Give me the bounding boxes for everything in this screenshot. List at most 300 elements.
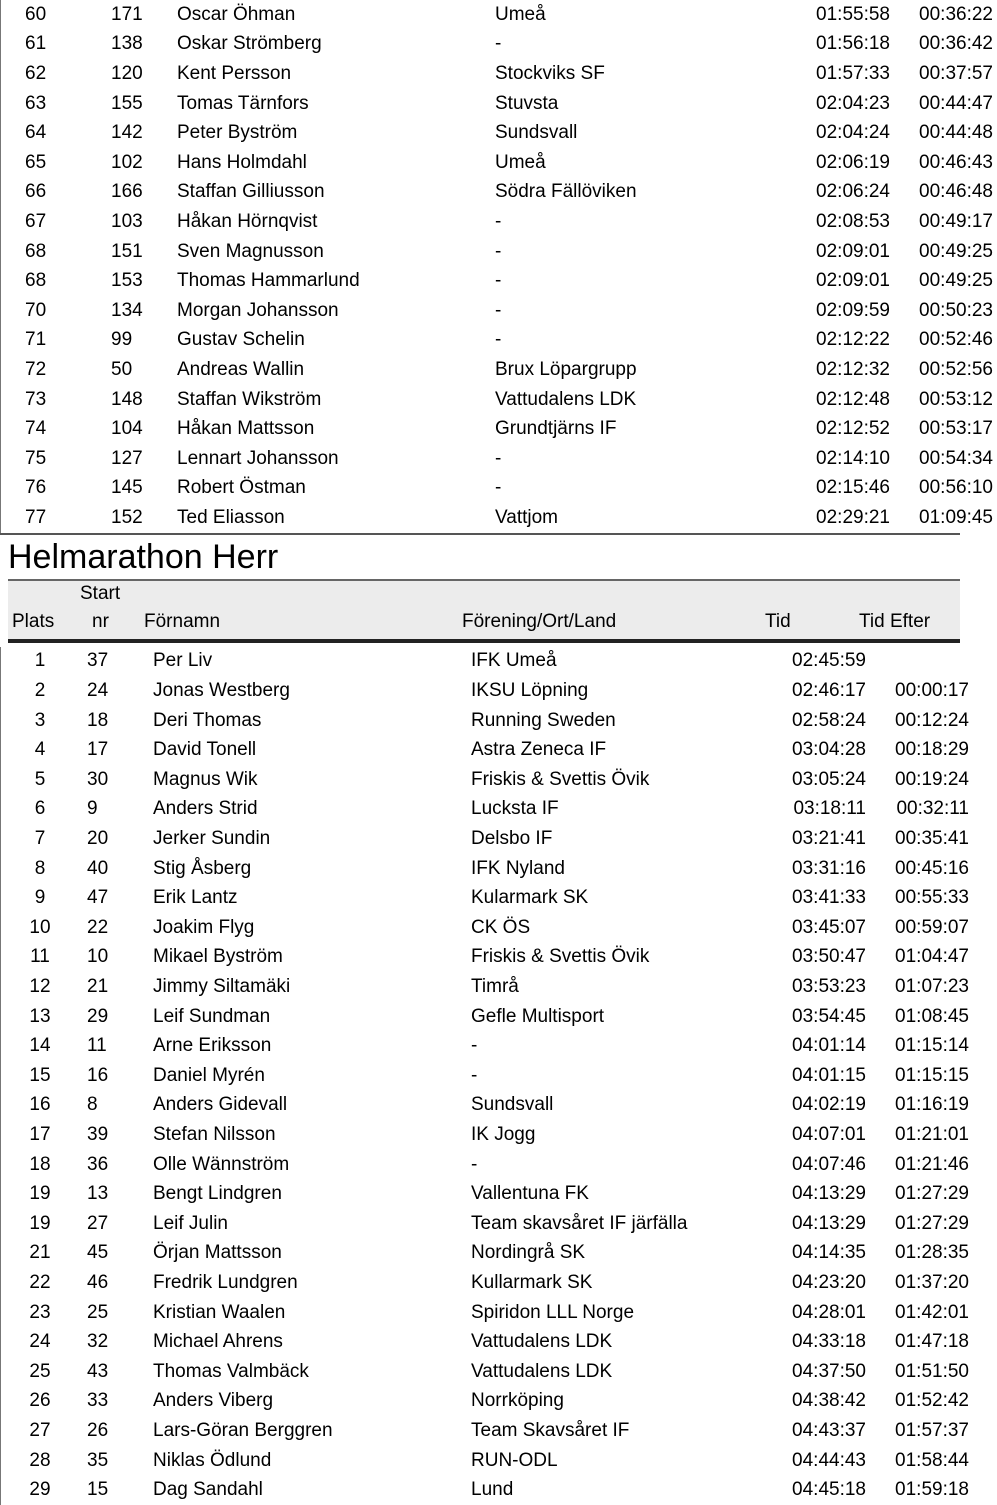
cell-club: -	[495, 240, 502, 262]
cell-plats: 74	[25, 418, 47, 440]
cell-start-nr: 30	[87, 768, 109, 790]
cell-plats: 9	[34, 887, 46, 909]
cell-club: Kularmark SK	[471, 887, 589, 909]
cell-tid-efter: 00:36:22	[919, 3, 993, 25]
previous-results-table	[1, 0, 997, 533]
cell-tid-efter: 00:45:16	[895, 857, 969, 879]
cell-tid: 04:01:14	[792, 1035, 866, 1057]
cell-club: Vattudalens LDK	[471, 1360, 613, 1382]
cell-club: Norrköping	[471, 1390, 564, 1412]
cell-start-nr: 40	[87, 857, 109, 879]
table-row	[1, 1239, 973, 1269]
cell-plats: 68	[25, 240, 47, 262]
cell-name: Olle Wännström	[153, 1153, 290, 1175]
cell-start-nr: 17	[87, 739, 109, 761]
cell-club: -	[471, 1153, 478, 1175]
table-row	[1, 59, 997, 89]
cell-plats: 61	[25, 33, 47, 55]
cell-name: Hans Holmdahl	[177, 151, 307, 173]
cell-club: Delsbo IF	[471, 828, 553, 850]
cell-plats: 18	[29, 1153, 51, 1175]
cell-tid-efter: 00:37:57	[919, 62, 993, 84]
cell-tid: 02:04:23	[816, 92, 890, 114]
cell-tid-efter: 00:53:17	[919, 418, 993, 440]
cell-name: Håkan Hörnqvist	[177, 210, 318, 232]
cell-tid-efter: 01:51:50	[895, 1360, 969, 1382]
cell-tid: 04:02:19	[792, 1094, 866, 1116]
cell-club: Team Skavsåret IF	[471, 1419, 630, 1441]
table-row	[1, 795, 973, 825]
cell-tid: 04:23:20	[792, 1271, 866, 1293]
cell-start-nr: 138	[111, 33, 143, 55]
cell-name: Kent Persson	[177, 62, 292, 84]
cell-tid: 03:54:45	[792, 1005, 866, 1027]
cell-start-nr: 20	[87, 828, 109, 850]
header-fornamn: Förnamn	[144, 610, 221, 632]
cell-start-nr: 99	[111, 329, 133, 351]
cell-name: Sven Magnusson	[177, 240, 324, 262]
cell-club: Vattjom	[495, 506, 559, 528]
cell-start-nr: 127	[111, 447, 143, 469]
cell-plats: 60	[25, 3, 47, 25]
cell-name: Dag Sandahl	[153, 1479, 263, 1501]
cell-tid: 03:50:47	[792, 946, 866, 968]
cell-plats: 63	[25, 92, 47, 114]
cell-plats: 14	[29, 1035, 51, 1057]
cell-tid: 03:04:28	[792, 739, 866, 761]
cell-club: RUN-ODL	[471, 1449, 558, 1471]
cell-club: -	[471, 1064, 478, 1086]
table-row	[1, 296, 997, 326]
cell-tid-efter: 01:57:37	[895, 1419, 969, 1441]
cell-name: Staffan Wikström	[177, 388, 322, 410]
table-row	[1, 414, 997, 444]
cell-plats: 70	[25, 299, 47, 321]
cell-name: Jerker Sundin	[153, 828, 271, 850]
table-row	[1, 355, 997, 385]
cell-plats: 76	[25, 477, 47, 499]
cell-start-nr: 18	[87, 709, 109, 731]
cell-plats: 75	[25, 447, 47, 469]
cell-start-nr: 46	[87, 1271, 109, 1293]
cell-plats: 3	[34, 709, 46, 731]
cell-name: Jimmy Siltamäki	[153, 976, 291, 998]
cell-club: Team skavsåret IF järfälla	[471, 1212, 688, 1234]
table-row	[1, 503, 997, 533]
table-row	[1, 0, 997, 30]
table-row	[1, 1416, 973, 1446]
cell-tid: 04:45:18	[792, 1479, 866, 1501]
cell-tid-efter: 00:44:48	[919, 122, 993, 144]
table-row	[1, 676, 973, 706]
cell-start-nr: 22	[87, 916, 109, 938]
cell-plats: 24	[29, 1331, 51, 1353]
table-row	[1, 1061, 973, 1091]
cell-plats: 29	[29, 1479, 51, 1501]
cell-name: Thomas Hammarlund	[177, 270, 360, 292]
cell-tid: 03:41:33	[792, 887, 866, 909]
cell-tid: 03:45:07	[792, 916, 866, 938]
cell-tid: 03:21:41	[792, 828, 866, 850]
table-row	[1, 883, 973, 913]
cell-club: IFK Umeå	[471, 650, 557, 672]
header-tid: Tid	[765, 610, 791, 632]
cell-tid: 04:01:15	[792, 1064, 866, 1086]
cell-tid-efter: 00:49:25	[919, 270, 993, 292]
cell-tid: 04:14:35	[792, 1242, 866, 1264]
cell-name: Stefan Nilsson	[153, 1123, 276, 1145]
cell-club: -	[495, 329, 502, 351]
cell-plats: 11	[30, 946, 50, 968]
cell-tid: 01:57:33	[816, 62, 890, 84]
cell-tid-efter: 00:12:24	[895, 709, 969, 731]
cell-plats: 2	[34, 680, 46, 702]
cell-plats: 26	[29, 1390, 51, 1412]
cell-plats: 21	[29, 1242, 51, 1264]
cell-tid-efter	[866, 647, 973, 677]
cell-tid-efter: 00:50:23	[919, 299, 993, 321]
cell-name: Oskar Strömberg	[177, 33, 322, 55]
previous-results	[0, 0, 993, 533]
cell-start-nr: 151	[111, 240, 143, 262]
cell-start-nr: 145	[111, 477, 143, 499]
cell-name: Erik Lantz	[153, 887, 238, 909]
cell-tid: 02:29:21	[816, 506, 890, 528]
cell-name: Andreas Wallin	[177, 358, 305, 380]
cell-start-nr: 35	[87, 1449, 109, 1471]
cell-start-nr: 11	[87, 1035, 107, 1057]
cell-tid-efter: 00:18:29	[895, 739, 969, 761]
table-row	[1, 266, 997, 296]
cell-name: Leif Julin	[153, 1212, 228, 1234]
cell-start-nr: 39	[87, 1123, 109, 1145]
cell-name: Staffan Gilliusson	[177, 181, 325, 203]
cell-name: Joakim Flyg	[153, 916, 255, 938]
cell-tid: 04:13:29	[792, 1212, 866, 1234]
cell-name: Per Liv	[153, 650, 213, 672]
cell-name: Morgan Johansson	[177, 299, 339, 321]
cell-tid: 02:12:52	[816, 418, 890, 440]
cell-plats: 65	[25, 151, 47, 173]
cell-tid-efter: 01:21:01	[895, 1123, 969, 1145]
cell-tid: 02:15:46	[816, 477, 890, 499]
cell-start-nr: 148	[111, 388, 143, 410]
cell-tid: 04:33:18	[792, 1331, 866, 1353]
cell-plats: 27	[29, 1419, 51, 1441]
cell-club: IK Jogg	[471, 1123, 536, 1145]
cell-club: Brux Löpargrupp	[495, 358, 637, 380]
cell-plats: 71	[25, 329, 47, 351]
cell-tid: 02:12:22	[816, 329, 890, 351]
cell-club: Gefle Multisport	[471, 1005, 605, 1027]
table-row	[1, 118, 997, 148]
cell-tid: 02:06:19	[816, 151, 890, 173]
cell-start-nr: 153	[111, 270, 143, 292]
cell-tid-efter: 00:49:25	[919, 240, 993, 262]
table-row	[1, 706, 973, 736]
cell-start-nr: 155	[111, 92, 143, 114]
cell-tid-efter: 00:44:47	[919, 92, 993, 114]
cell-plats: 77	[25, 506, 47, 528]
cell-tid-efter: 01:15:15	[895, 1064, 969, 1086]
cell-name: Stig Åsberg	[153, 857, 252, 879]
table-row	[1, 1150, 973, 1180]
cell-plats: 8	[34, 857, 46, 879]
cell-club: Vattudalens LDK	[471, 1331, 613, 1353]
table-row	[1, 30, 997, 60]
cell-plats: 13	[29, 1005, 51, 1027]
cell-name: Anders Gidevall	[153, 1094, 288, 1116]
table-row	[1, 1387, 973, 1417]
cell-name: Tomas Tärnfors	[177, 92, 309, 114]
cell-start-nr: 33	[87, 1390, 109, 1412]
cell-plats: 7	[34, 828, 46, 850]
cell-club: Spiridon LLL Norge	[471, 1301, 635, 1323]
cell-club: -	[495, 299, 502, 321]
cell-name: Deri Thomas	[153, 709, 262, 731]
cell-tid-efter: 00:32:11	[896, 798, 969, 820]
table-row	[1, 474, 997, 504]
cell-plats: 16	[29, 1094, 51, 1116]
cell-tid: 02:58:24	[792, 709, 866, 731]
cell-club: Umeå	[495, 151, 546, 173]
cell-plats: 62	[25, 62, 47, 84]
cell-tid: 04:38:42	[792, 1390, 866, 1412]
cell-club: -	[495, 210, 502, 232]
cell-start-nr: 45	[87, 1242, 109, 1264]
cell-start-nr: 37	[87, 650, 109, 672]
cell-start-nr: 36	[87, 1153, 109, 1175]
cell-plats: 72	[25, 358, 47, 380]
cell-tid-efter: 00:35:41	[895, 828, 969, 850]
cell-tid: 02:12:48	[816, 388, 890, 410]
cell-start-nr: 9	[87, 798, 98, 820]
cell-club: -	[471, 1035, 478, 1057]
header-plats: Plats	[12, 610, 55, 632]
cell-start-nr: 21	[87, 976, 109, 998]
cell-plats: 12	[29, 976, 51, 998]
cell-tid: 02:08:53	[816, 210, 890, 232]
cell-start-nr: 16	[87, 1064, 109, 1086]
cell-club: Astra Zeneca IF	[471, 739, 607, 761]
table-row	[1, 824, 973, 854]
cell-name: Bengt Lindgren	[153, 1183, 282, 1205]
cell-start-nr: 26	[87, 1419, 109, 1441]
cell-tid-efter: 00:59:07	[895, 916, 969, 938]
section-title: Helmarathon Herr	[0, 533, 960, 579]
table-row	[1, 1031, 973, 1061]
cell-name: Robert Östman	[177, 477, 306, 499]
cell-club: Friskis & Svettis Övik	[471, 946, 650, 968]
cell-name: Anders Strid	[153, 798, 258, 820]
cell-plats: 10	[29, 916, 51, 938]
header-start-bottom: nr	[92, 610, 109, 632]
cell-name: Örjan Mattsson	[153, 1242, 282, 1264]
cell-start-nr: 103	[111, 210, 143, 232]
cell-plats: 15	[29, 1064, 51, 1086]
cell-club: Running Sweden	[471, 709, 616, 731]
cell-tid: 02:04:24	[816, 122, 890, 144]
cell-tid-efter: 01:47:18	[895, 1331, 969, 1353]
cell-start-nr: 24	[87, 680, 109, 702]
cell-club: Stockviks SF	[495, 62, 605, 84]
cell-name: Anders Viberg	[153, 1390, 274, 1412]
cell-start-nr: 120	[111, 62, 143, 84]
cell-plats: 19	[29, 1183, 51, 1205]
cell-name: Leif Sundman	[153, 1005, 271, 1027]
cell-tid-efter: 01:15:14	[895, 1035, 969, 1057]
cell-club: Sundsvall	[471, 1094, 554, 1116]
cell-club: -	[495, 270, 502, 292]
cell-club: Grundtjärns IF	[495, 418, 617, 440]
table-row	[1, 1446, 973, 1476]
cell-name: Niklas Ödlund	[153, 1449, 272, 1471]
cell-start-nr: 50	[111, 358, 133, 380]
cell-plats: 6	[34, 798, 46, 820]
cell-plats: 5	[34, 768, 46, 790]
cell-start-nr: 142	[111, 122, 143, 144]
cell-plats: 4	[34, 739, 46, 761]
cell-tid-efter: 01:28:35	[895, 1242, 969, 1264]
cell-tid: 02:09:59	[816, 299, 890, 321]
table-row	[1, 1209, 973, 1239]
cell-plats: 68	[25, 270, 47, 292]
results-body	[1, 647, 973, 1505]
cell-plats: 73	[25, 388, 47, 410]
cell-name: Kristian Waalen	[153, 1301, 286, 1323]
cell-tid-efter: 00:46:43	[919, 151, 993, 173]
cell-plats: 19	[29, 1212, 51, 1234]
cell-tid: 02:45:59	[792, 650, 866, 672]
cell-name: Lennart Johansson	[177, 447, 339, 469]
cell-plats: 66	[25, 181, 47, 203]
cell-plats: 1	[34, 650, 46, 672]
cell-tid-efter: 00:36:42	[919, 33, 993, 55]
cell-club: Lucksta IF	[471, 798, 559, 820]
table-row	[1, 1357, 973, 1387]
cell-name: Magnus Wik	[153, 768, 258, 790]
cell-tid-efter: 00:52:46	[919, 329, 993, 351]
table-row	[1, 1298, 973, 1328]
cell-tid-efter: 00:46:48	[919, 181, 993, 203]
cell-tid-efter: 00:56:10	[919, 477, 993, 499]
header-tid-efter: Tid Efter	[859, 610, 931, 632]
cell-tid-efter: 00:49:17	[919, 210, 993, 232]
table-row	[1, 913, 973, 943]
cell-tid: 02:09:01	[816, 240, 890, 262]
cell-start-nr: 171	[111, 3, 143, 25]
cell-tid-efter: 00:54:34	[919, 447, 993, 469]
cell-start-nr: 27	[87, 1212, 109, 1234]
cell-tid-efter: 01:42:01	[895, 1301, 969, 1323]
table-row	[1, 1327, 973, 1357]
table-row	[1, 148, 997, 178]
cell-name: Håkan Mattsson	[177, 418, 315, 440]
table-row	[1, 207, 997, 237]
cell-name: Lars-Göran Berggren	[153, 1419, 333, 1441]
cell-tid-efter: 01:59:18	[895, 1479, 969, 1501]
table-row	[1, 1002, 973, 1032]
cell-name: Peter Byström	[177, 122, 298, 144]
cell-club: Södra Fällöviken	[495, 181, 637, 203]
cell-name: Jonas Westberg	[153, 680, 290, 702]
cell-tid-efter: 01:27:29	[895, 1212, 969, 1234]
cell-plats: 25	[29, 1360, 51, 1382]
cell-name: Oscar Öhman	[177, 3, 296, 25]
cell-start-nr: 134	[111, 299, 143, 321]
cell-start-nr: 8	[87, 1094, 98, 1116]
cell-start-nr: 166	[111, 181, 143, 203]
table-row	[1, 1268, 973, 1298]
cell-plats: 17	[29, 1123, 51, 1145]
cell-club: CK ÖS	[471, 916, 531, 938]
cell-name: Ted Eliasson	[177, 506, 285, 528]
cell-start-nr: 32	[87, 1331, 109, 1353]
cell-start-nr: 43	[87, 1360, 109, 1382]
cell-tid: 01:56:18	[816, 33, 890, 55]
cell-club: IKSU Löpning	[471, 680, 589, 702]
cell-tid-efter: 01:27:29	[895, 1183, 969, 1205]
cell-plats: 67	[25, 210, 47, 232]
cell-tid: 02:14:10	[816, 447, 890, 469]
cell-plats: 28	[29, 1449, 51, 1471]
table-row	[1, 444, 997, 474]
cell-tid: 02:12:32	[816, 358, 890, 380]
table-row	[1, 1120, 973, 1150]
cell-tid: 02:46:17	[792, 680, 866, 702]
cell-club: Umeå	[495, 3, 546, 25]
table-row	[1, 972, 973, 1002]
cell-start-nr: 102	[111, 151, 143, 173]
table-row	[1, 385, 997, 415]
cell-tid-efter: 00:53:12	[919, 388, 993, 410]
cell-club: Timrå	[471, 976, 519, 998]
cell-club: -	[495, 477, 502, 499]
header-forening: Förening/Ort/Land	[462, 610, 617, 632]
cell-tid-efter: 01:04:47	[895, 946, 969, 968]
cell-name: Daniel Myrén	[153, 1064, 265, 1086]
table-row	[1, 178, 997, 208]
cell-start-nr: 152	[111, 506, 143, 528]
table-row	[1, 1091, 973, 1121]
table-row	[1, 765, 973, 795]
cell-club: IFK Nyland	[471, 857, 565, 879]
table-row	[1, 943, 973, 973]
cell-name: Thomas Valmbäck	[153, 1360, 309, 1382]
table-header	[8, 579, 960, 643]
header-start-top: Start	[80, 582, 121, 604]
cell-tid: 04:13:29	[792, 1183, 866, 1205]
cell-tid: 04:07:01	[792, 1123, 866, 1145]
table-row	[1, 647, 973, 677]
cell-club: Vallentuna FK	[471, 1183, 589, 1205]
cell-tid: 03:53:23	[792, 976, 866, 998]
cell-name: Mikael Byström	[153, 946, 283, 968]
cell-club: Kullarmark SK	[471, 1271, 593, 1293]
cell-tid: 03:05:24	[792, 768, 866, 790]
cell-club: Nordingrå SK	[471, 1242, 586, 1264]
cell-tid: 04:07:46	[792, 1153, 866, 1175]
cell-tid-efter: 00:00:17	[895, 680, 969, 702]
cell-tid-efter: 01:37:20	[895, 1271, 969, 1293]
cell-start-nr: 10	[87, 946, 109, 968]
cell-name: David Tonell	[153, 739, 257, 761]
cell-start-nr: 15	[87, 1479, 109, 1501]
cell-club: Friskis & Svettis Övik	[471, 768, 650, 790]
cell-tid-efter: 01:16:19	[895, 1094, 969, 1116]
cell-start-nr: 13	[87, 1183, 109, 1205]
table-row	[1, 735, 973, 765]
